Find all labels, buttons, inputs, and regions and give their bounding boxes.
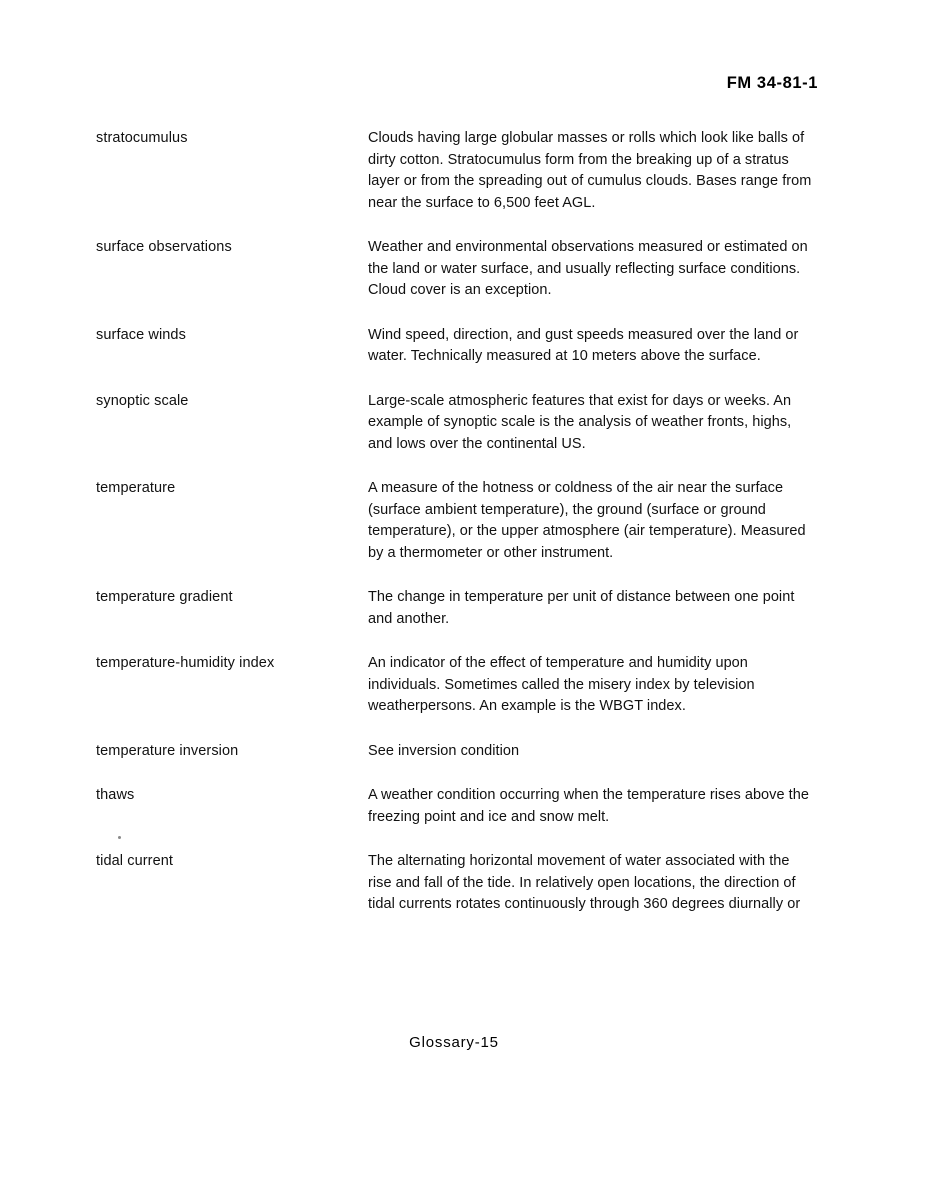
- glossary-entry: [96, 653, 812, 718]
- scan-artifact-speck: [118, 836, 121, 839]
- glossary-term: tidal current: [96, 853, 174, 869]
- glossary-entry: [96, 325, 812, 368]
- glossary-definition: The change in temperature per unit of distance between one point and another.: [368, 589, 795, 627]
- page-header-manual-id: FM 34-81-1: [726, 74, 818, 92]
- glossary-entry: [96, 237, 812, 302]
- glossary-term: temperature: [96, 480, 176, 496]
- page-footer: [0, 1034, 930, 1051]
- glossary-entry: [96, 785, 812, 828]
- glossary-definition: An indicator of the effect of temperature and humidity upon individuals. Sometimes called the misery index by television weatherpersons. An example is the WBGT index.: [368, 655, 755, 714]
- glossary-definition: See inversion condition: [368, 742, 520, 759]
- glossary-definition: A weather condition occurring when the temperature rises above the freezing point and ice and snow melt.: [368, 787, 809, 825]
- page-number-label: Glossary-15: [409, 1034, 499, 1051]
- glossary-term: thaws: [96, 787, 135, 803]
- glossary-definition: Wind speed, direction, and gust speeds measured over the land or water. Technically measured at 10 meters above the surface.: [368, 326, 799, 364]
- glossary-entry-list: [96, 128, 812, 939]
- glossary-definition: Weather and environmental observations measured or estimated on the land or water surface, and usually reflecting surface conditions. Cloud cover is an exception.: [368, 239, 808, 298]
- glossary-term: temperature gradient: [96, 589, 233, 605]
- glossary-entry: [96, 391, 812, 456]
- glossary-entry: [96, 478, 812, 564]
- glossary-term: temperature inversion: [96, 742, 239, 759]
- glossary-entry: [96, 851, 812, 916]
- glossary-definition: The alternating horizontal movement of water associated with the rise and fall of the tide. In relatively open locations, the direction of tidal currents rotates continuously through 360 degrees diurnally or: [368, 853, 801, 912]
- glossary-term: stratocumulus: [96, 130, 188, 146]
- glossary-term: surface winds: [96, 326, 186, 343]
- glossary-definition: Clouds having large globular masses or rolls which look like balls of dirty cotton. Stratocumulus form from the breaking up of a stratus layer or from the spreading out of cumulus clouds. Bases range from near the surface to 6,500 feet AGL.: [368, 130, 812, 211]
- glossary-term: temperature-humidity index: [96, 655, 275, 671]
- glossary-definition: Large-scale atmospheric features that exist for days or weeks. An example of synoptic scale is the analysis of weather fronts, highs, and lows over the continental US.: [368, 392, 792, 452]
- glossary-entry: [96, 128, 812, 214]
- glossary-entry: [96, 587, 812, 630]
- glossary-term: surface observations: [96, 239, 232, 255]
- glossary-entry: [96, 741, 812, 763]
- glossary-definition: A measure of the hotness or coldness of the air near the surface (surface ambient temperature), the ground (surface or ground temperature), or the upper atmosphere (air temperature). Measured by a thermometer or other instrument.: [368, 480, 806, 561]
- glossary-term: synoptic scale: [96, 392, 189, 409]
